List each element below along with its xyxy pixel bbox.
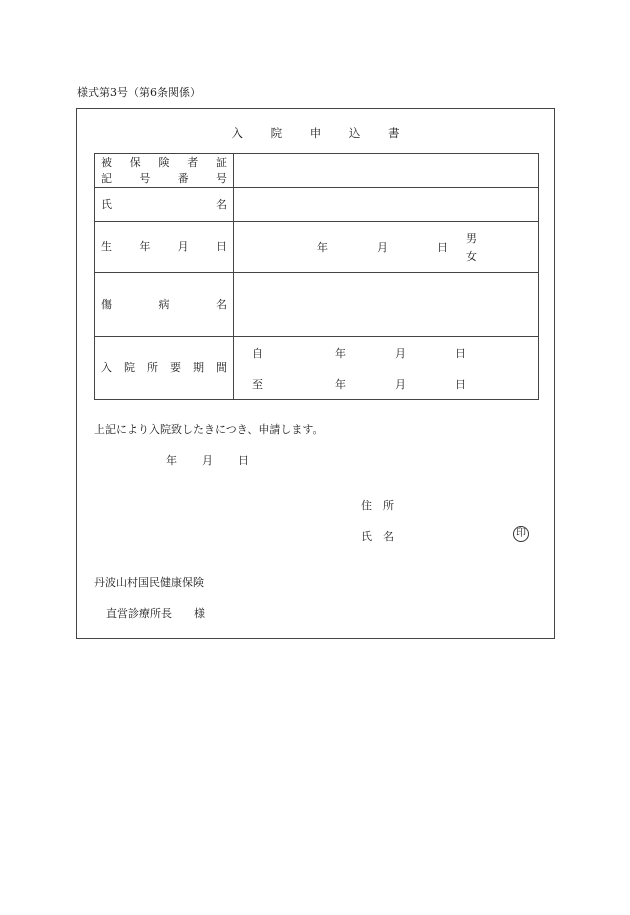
row-name: [95, 188, 539, 222]
period-to-label: 至: [252, 378, 263, 391]
address-label: 住 所: [361, 499, 394, 512]
birthdate-field[interactable]: [234, 222, 539, 273]
date-day-label: 日: [238, 454, 249, 467]
period-from-day: 日: [455, 347, 466, 360]
addressee-line2: 直営診療所長 様: [106, 607, 205, 620]
period-from-month: 月: [395, 347, 406, 360]
name-field[interactable]: [234, 188, 539, 222]
period-field[interactable]: [234, 337, 539, 400]
injury-label: 傷 病 名: [95, 273, 234, 337]
application-table: [94, 153, 539, 400]
birthdate-label: 生 年 月 日: [95, 222, 234, 273]
date-year-label: 年: [166, 454, 177, 467]
injury-field[interactable]: [234, 273, 539, 337]
form-frame: [76, 108, 555, 639]
row-injury: [95, 273, 539, 337]
period-label: 入 院 所 要 期 間: [95, 337, 234, 400]
gender-male[interactable]: 男: [466, 232, 477, 245]
name-label: 氏 名: [95, 188, 234, 222]
gender-female[interactable]: 女: [466, 250, 477, 263]
birth-month-label: 月: [377, 241, 388, 254]
row-birthdate: [95, 222, 539, 273]
period-from-label: 自: [252, 347, 263, 360]
period-to-month: 月: [395, 378, 406, 391]
applicant-name-label: 氏 名: [361, 530, 394, 543]
period-from-year: 年: [335, 347, 346, 360]
period-to-day: 日: [455, 378, 466, 391]
form-number: 様式第3号（第6条関係）: [77, 86, 201, 99]
insured-number-field[interactable]: [234, 154, 539, 188]
addressee-line1: 丹波山村国民健康保険: [94, 576, 204, 589]
birth-year-label: 年: [317, 241, 328, 254]
period-to-year: 年: [335, 378, 346, 391]
birth-day-label: 日: [437, 241, 448, 254]
row-period: [95, 337, 539, 400]
seal-icon: 印: [513, 526, 529, 542]
form-title: 入 院 申 込 書: [231, 126, 412, 140]
row-insured-number: [95, 154, 539, 188]
application-statement: 上記により入院致したきにつき、申請します。: [94, 423, 324, 436]
insured-number-label: 被 保 険 者 証 記 号 番 号: [95, 154, 234, 188]
date-month-label: 月: [202, 454, 213, 467]
